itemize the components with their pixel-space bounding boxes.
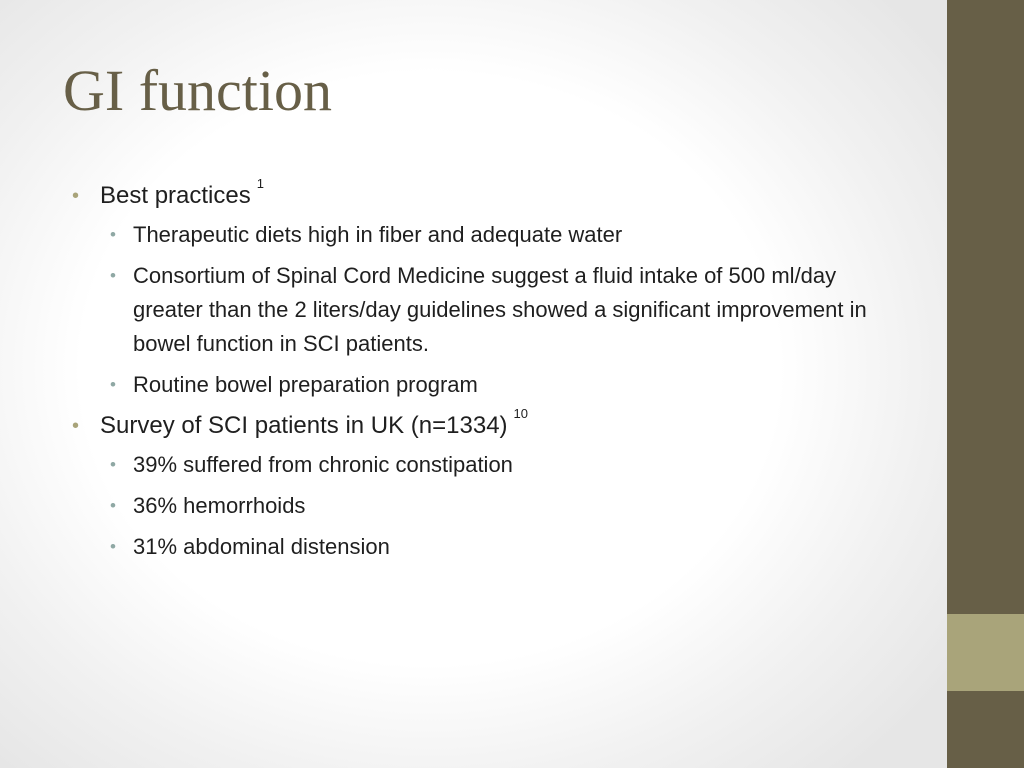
bullet-dot-icon: • [110, 496, 116, 515]
sub-bullet-text: 31% abdominal distension [133, 534, 390, 559]
bullet-dot-icon: • [110, 266, 116, 285]
sub-bullet-item [100, 530, 892, 564]
sub-bullet-item [100, 368, 892, 402]
bullet-dot-icon: • [72, 185, 80, 207]
bullet-dot-icon: • [110, 455, 116, 474]
sub-bullet-text: 36% hemorrhoids [133, 493, 306, 518]
bullet-survey [72, 406, 892, 564]
sub-bullet-text: Therapeutic diets high in fiber and adequate water [133, 222, 623, 247]
sub-bullet-item [100, 448, 892, 482]
sub-bullet-text: 39% suffered from chronic constipation [133, 452, 513, 477]
sub-bullet-list [100, 218, 892, 402]
slide-title: GI function [63, 58, 332, 123]
bullet-heading: Best practices [100, 182, 251, 209]
bullet-dot-icon: • [110, 375, 116, 394]
slide-content [72, 176, 892, 572]
bullet-list [72, 176, 892, 564]
reference-number: 1 [256, 176, 264, 191]
sub-bullet-item [100, 489, 892, 523]
bullet-best-practices [72, 176, 892, 402]
sub-bullet-item [100, 218, 892, 252]
sub-bullet-text: Consortium of Spinal Cord Medicine suggest a fluid intake of 500 ml/day greater than the 2 liters/day guidelines showed a significant improvement in bowel function in SCI patients. [133, 263, 867, 356]
bullet-dot-icon: • [110, 225, 116, 244]
bullet-dot-icon: • [110, 537, 116, 556]
bullet-dot-icon: • [72, 415, 80, 437]
sub-bullet-list [100, 448, 892, 564]
sub-bullet-item [100, 259, 892, 361]
sub-bullet-text: Routine bowel preparation program [133, 372, 478, 397]
bullet-heading: Survey of SCI patients in UK (n=1334) [100, 412, 508, 439]
side-bar-accent [947, 614, 1024, 691]
reference-number: 10 [513, 406, 529, 421]
